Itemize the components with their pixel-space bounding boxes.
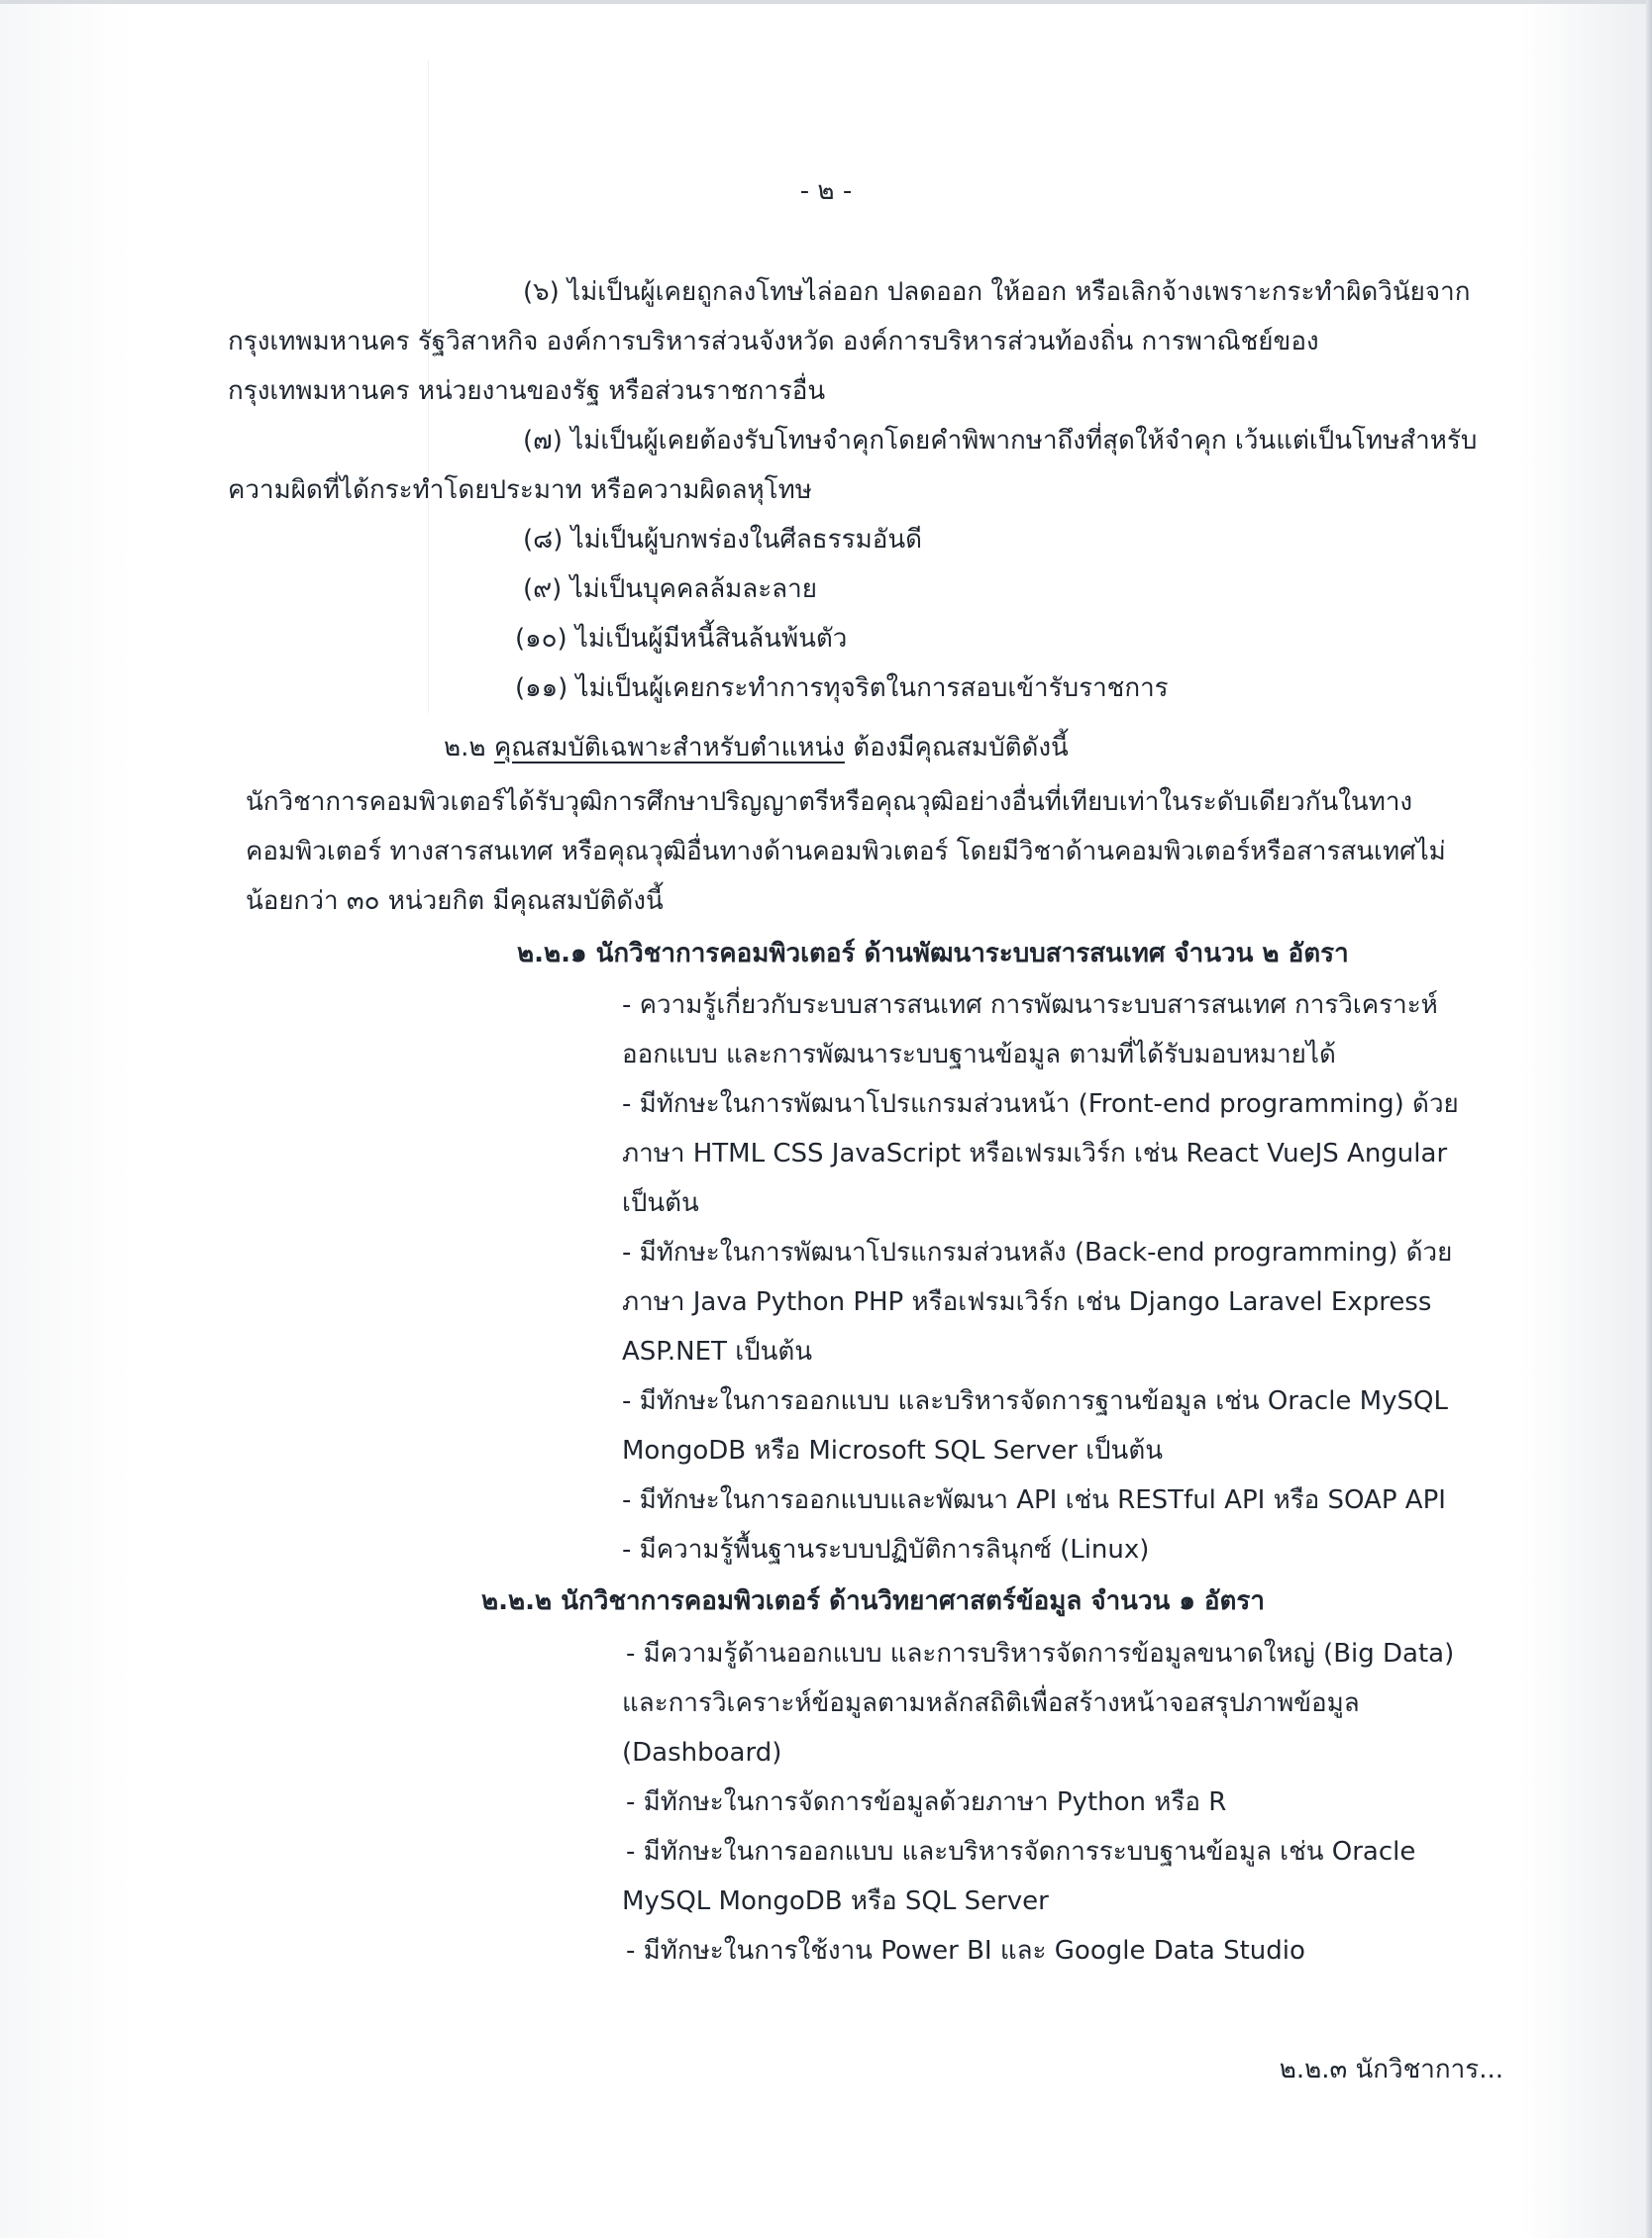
requirement-line: MySQL MongoDB หรือ SQL Server <box>622 1886 1049 1916</box>
subsection-heading: ๒.๒.๑ นักวิชาการคอมพิวเตอร์ ด้านพัฒนาระบบสารสนเทศ จำนวน ๒ อัตรา <box>517 939 1349 968</box>
list-item-continuation: กรุงเทพมหานคร รัฐวิสาหกิจ องค์การบริหารส่วนจังหวัด องค์การบริหารส่วนท้องถิ่น การพาณิชย์ของ <box>228 327 1319 356</box>
paragraph-line: น้อยกว่า ๓๐ หน่วยกิต มีคุณสมบัติดังนี้ <box>246 886 664 916</box>
requirement-line: ภาษา Java Python PHP หรือเฟรมเวิร์ก เช่น Django Laravel Express <box>622 1287 1432 1317</box>
requirement-line: - มีทักษะในการพัฒนาโปรแกรมส่วนหน้า (Front-end programming) ด้วย <box>622 1089 1459 1119</box>
requirement-line: ภาษา HTML CSS JavaScript หรือเฟรมเวิร์ก เช่น React VueJS Angular <box>622 1139 1448 1169</box>
list-item-continuation: กรุงเทพมหานคร หน่วยงานของรัฐ หรือส่วนราชการอื่น <box>228 376 826 406</box>
requirement-line: ASP.NET เป็นต้น <box>622 1337 813 1367</box>
requirement-line: (Dashboard) <box>622 1738 782 1768</box>
list-item: (๖) ไม่เป็นผู้เคยถูกลงโทษไล่ออก ปลดออก ให้ออก หรือเลิกจ้างเพราะกระทำผิดวินัยจาก <box>523 277 1471 307</box>
list-item: (๗) ไม่เป็นผู้เคยต้องรับโทษจำคุกโดยคำพิพากษาถึงที่สุดให้จำคุก เว้นแต่เป็นโทษสำหรับ <box>523 426 1478 456</box>
list-item-continuation: ความผิดที่ได้กระทำโดยประมาท หรือความผิดลหุโทษ <box>228 475 812 505</box>
requirement-line: - มีทักษะในการออกแบบและพัฒนา API เช่น RESTful API หรือ SOAP API <box>622 1485 1446 1515</box>
requirement-line: และการวิเคราะห์ข้อมูลตามหลักสถิติเพื่อสร้างหน้าจอสรุปภาพข้อมูล <box>622 1688 1360 1718</box>
subsection-heading: ๒.๒.๒ นักวิชาการคอมพิวเตอร์ ด้านวิทยาศาสตร์ข้อมูล จำนวน ๑ อัตรา <box>481 1586 1265 1616</box>
page-number: - ๒ - <box>799 176 853 206</box>
requirement-line: - มีความรู้ด้านออกแบบ และการบริหารจัดการข้อมูลขนาดใหญ่ (Big Data) <box>626 1639 1455 1669</box>
requirement-line: ออกแบบ และการพัฒนาระบบฐานข้อมูล ตามที่ได้รับมอบหมายได้ <box>622 1040 1336 1069</box>
list-item: (๑๑) ไม่เป็นผู้เคยกระทำการทุจริตในการสอบเข้ารับราชการ <box>515 673 1169 703</box>
requirement-line: - มีทักษะในการออกแบบ และบริหารจัดการฐานข้อมูล เช่น Oracle MySQL <box>622 1386 1448 1416</box>
paragraph-line: คอมพิวเตอร์ ทางสารสนเทศ หรือคุณวุฒิอื่นทางด้านคอมพิวเตอร์ โดยมีวิชาด้านคอมพิวเตอร์หรือสารสนเทศไม่ <box>246 837 1446 866</box>
section-heading <box>444 723 1069 772</box>
paragraph-line: นักวิชาการคอมพิวเตอร์ได้รับวุฒิการศึกษาปริญญาตรีหรือคุณวุฒิอย่างอื่นที่เทียบเท่าในระดับเดียวกันในทาง <box>246 787 1413 817</box>
requirement-line: - มีทักษะในการจัดการข้อมูลด้วยภาษา Python หรือ R <box>626 1787 1227 1817</box>
requirement-line: - มีทักษะในการพัฒนาโปรแกรมส่วนหลัง (Back-end programming) ด้วย <box>622 1238 1453 1268</box>
continuation-reference: ๒.๒.๓ นักวิชาการ... <box>1279 2055 1503 2085</box>
requirement-line: - มีทักษะในการใช้งาน Power BI และ Google Data Studio <box>626 1936 1305 1966</box>
list-item: (๘) ไม่เป็นผู้บกพร่องในศีลธรรมอันดี <box>523 525 922 555</box>
requirement-line: MongoDB หรือ Microsoft SQL Server เป็นต้น <box>622 1436 1163 1466</box>
section-title-suffix: ต้องมีคุณสมบัติดังนี้ <box>853 733 1069 763</box>
scan-edge <box>0 0 1652 4</box>
scan-edge <box>1646 0 1652 2238</box>
requirement-line: เป็นต้น <box>622 1188 699 1218</box>
section-title: คุณสมบัติเฉพาะสำหรับตำแหน่ง <box>493 733 845 763</box>
requirement-line: - มีความรู้พื้นฐานระบบปฏิบัติการลินุกซ์ (Linux) <box>622 1535 1150 1565</box>
requirement-line: - ความรู้เกี่ยวกับระบบสารสนเทศ การพัฒนาระบบสารสนเทศ การวิเคราะห์ <box>622 990 1438 1020</box>
section-number: ๒.๒ <box>444 733 486 763</box>
requirement-line: - มีทักษะในการออกแบบ และบริหารจัดการระบบฐานข้อมูล เช่น Oracle <box>626 1837 1416 1867</box>
list-item: (๙) ไม่เป็นบุคคลล้มละลาย <box>523 574 817 604</box>
list-item: (๑๐) ไม่เป็นผู้มีหนี้สินล้นพ้นตัว <box>515 624 848 654</box>
